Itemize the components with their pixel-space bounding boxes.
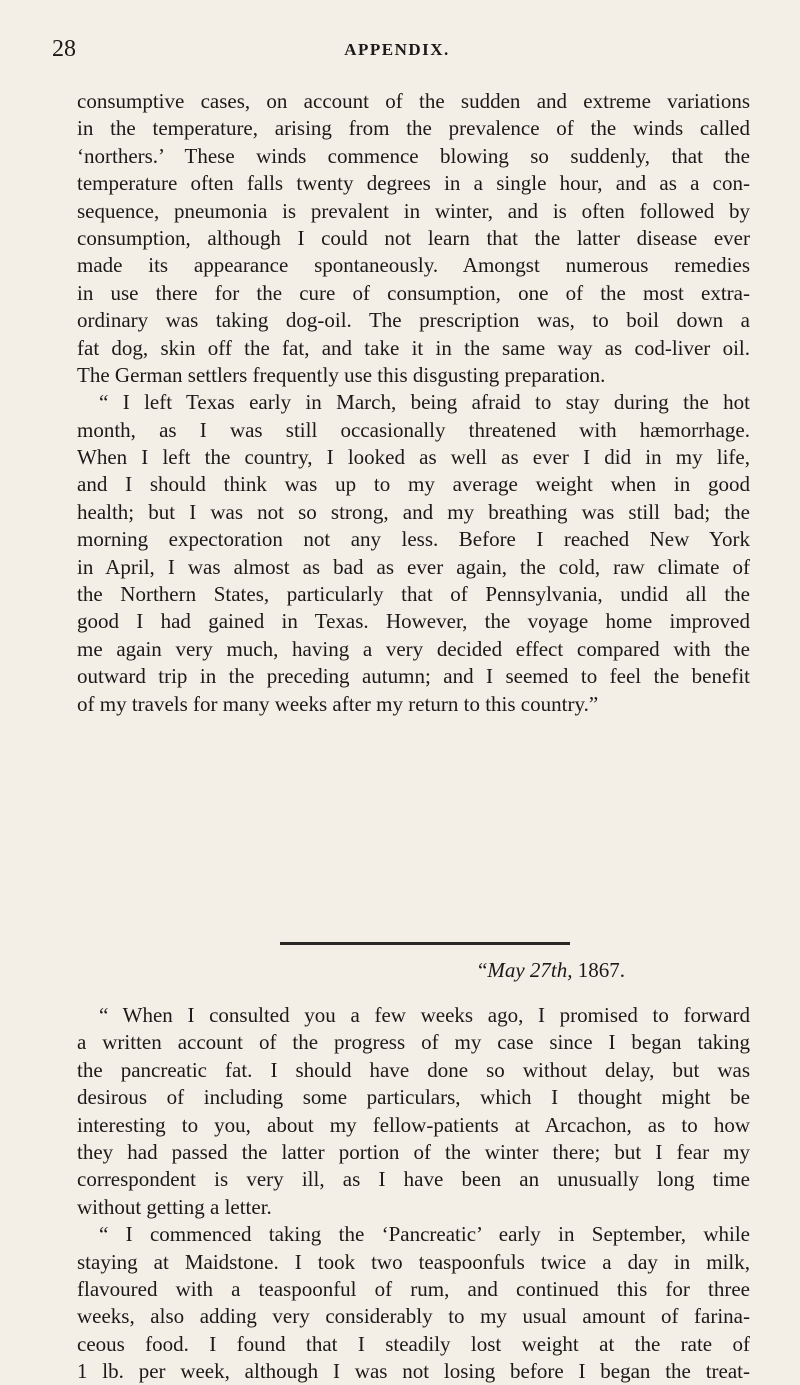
text-line: the Northern States, particularly that of Pennsylvania, undid all the [77,582,750,607]
text-line: without getting a letter. [77,1194,272,1219]
letter-date [478,956,625,984]
text-line: correspondent is very ill, as I have been an unusually long time [77,1167,750,1192]
text-line: made its appearance spontaneously. Amongst numerous remedies [77,253,750,278]
text-line: flavoured with a teaspoonful of rum, and continued this for three [77,1276,750,1301]
text-line: outward trip in the preceding autumn; and I seemed to feel the benefit [77,664,750,689]
text-line: health; but I was not so strong, and my breathing was still bad; the [77,499,750,524]
text-line: temperature often falls twenty degrees in a single hour, and as a con- [77,171,750,196]
text-line: ‘northers.’ These winds commence blowing so suddenly, that the [77,143,750,168]
date-open-quote: “ [478,958,488,982]
text-block-pancreatic-letter [77,1002,750,1385]
text-line: ceous food. I found that I steadily lost weight at the rate of [77,1331,750,1356]
section-divider [280,942,570,945]
text-line: “ When I consulted you a few weeks ago, I promised to forward [99,1003,750,1027]
text-line: in April, I was almost as bad as ever again, the cold, raw climate of [77,554,750,579]
text-line: fat dog, skin off the fat, and take it in the same way as cod-liver oil. [77,335,750,360]
text-line: good I had gained in Texas. However, the voyage home improved [77,609,750,634]
text-block-texas-letter [77,88,750,718]
text-line: The German settlers frequently use this disgusting preparation. [77,362,606,387]
text-line: desirous of including some particulars, which I thought might be [77,1085,750,1110]
date-year: 1867. [572,958,625,982]
text-line: me again very much, having a very decided effect compared with the [77,636,750,661]
text-line: sequence, pneumonia is prevalent in winter, and is often followed by [77,198,750,223]
text-line: consumption, although I could not learn that the latter disease ever [77,225,750,250]
text-line: in use there for the cure of consumption, one of the most extra- [77,280,750,305]
text-line: consumptive cases, on account of the sudden and extreme variations [77,89,750,113]
text-line: ordinary was taking dog-oil. The prescription was, to boil down a [77,308,750,333]
text-line: the pancreatic fat. I should have done so without delay, but was [77,1057,750,1082]
text-line: of my travels for many weeks after my return to this country.” [77,691,599,716]
text-line: When I left the country, I looked as well as ever I did in my life, [77,445,750,470]
text-line: “ I commenced taking the ‘Pancreatic’ early in September, while [99,1222,750,1247]
text-line: month, as I was still occasionally threatened with hæmorrhage. [77,417,750,442]
text-line: morning expectoration not any less. Before I reached New York [77,527,750,552]
text-line: “ I left Texas early in March, being afraid to stay during the hot [99,390,750,415]
text-line: interesting to you, about my fellow-patients at Arcachon, as to how [77,1112,750,1137]
text-line: a written account of the progress of my case since I began taking [77,1030,750,1055]
text-line: 1 lb. per week, although I was not losing before I began the treat- [77,1359,750,1384]
page-number: 28 [52,36,76,62]
text-line: they had passed the latter portion of the winter there; but I fear my [77,1139,750,1164]
text-line: weeks, also adding very considerably to my usual amount of farina- [77,1304,750,1329]
text-line: and I should think was up to my average weight when in good [77,472,750,497]
running-title: APPENDIX. [344,40,450,59]
running-head [52,34,742,64]
text-line: in the temperature, arising from the prevalence of the winds called [77,116,750,141]
date-day: May 27th, [487,958,573,982]
text-line: staying at Maidstone. I took two teaspoonfuls twice a day in milk, [77,1249,750,1274]
